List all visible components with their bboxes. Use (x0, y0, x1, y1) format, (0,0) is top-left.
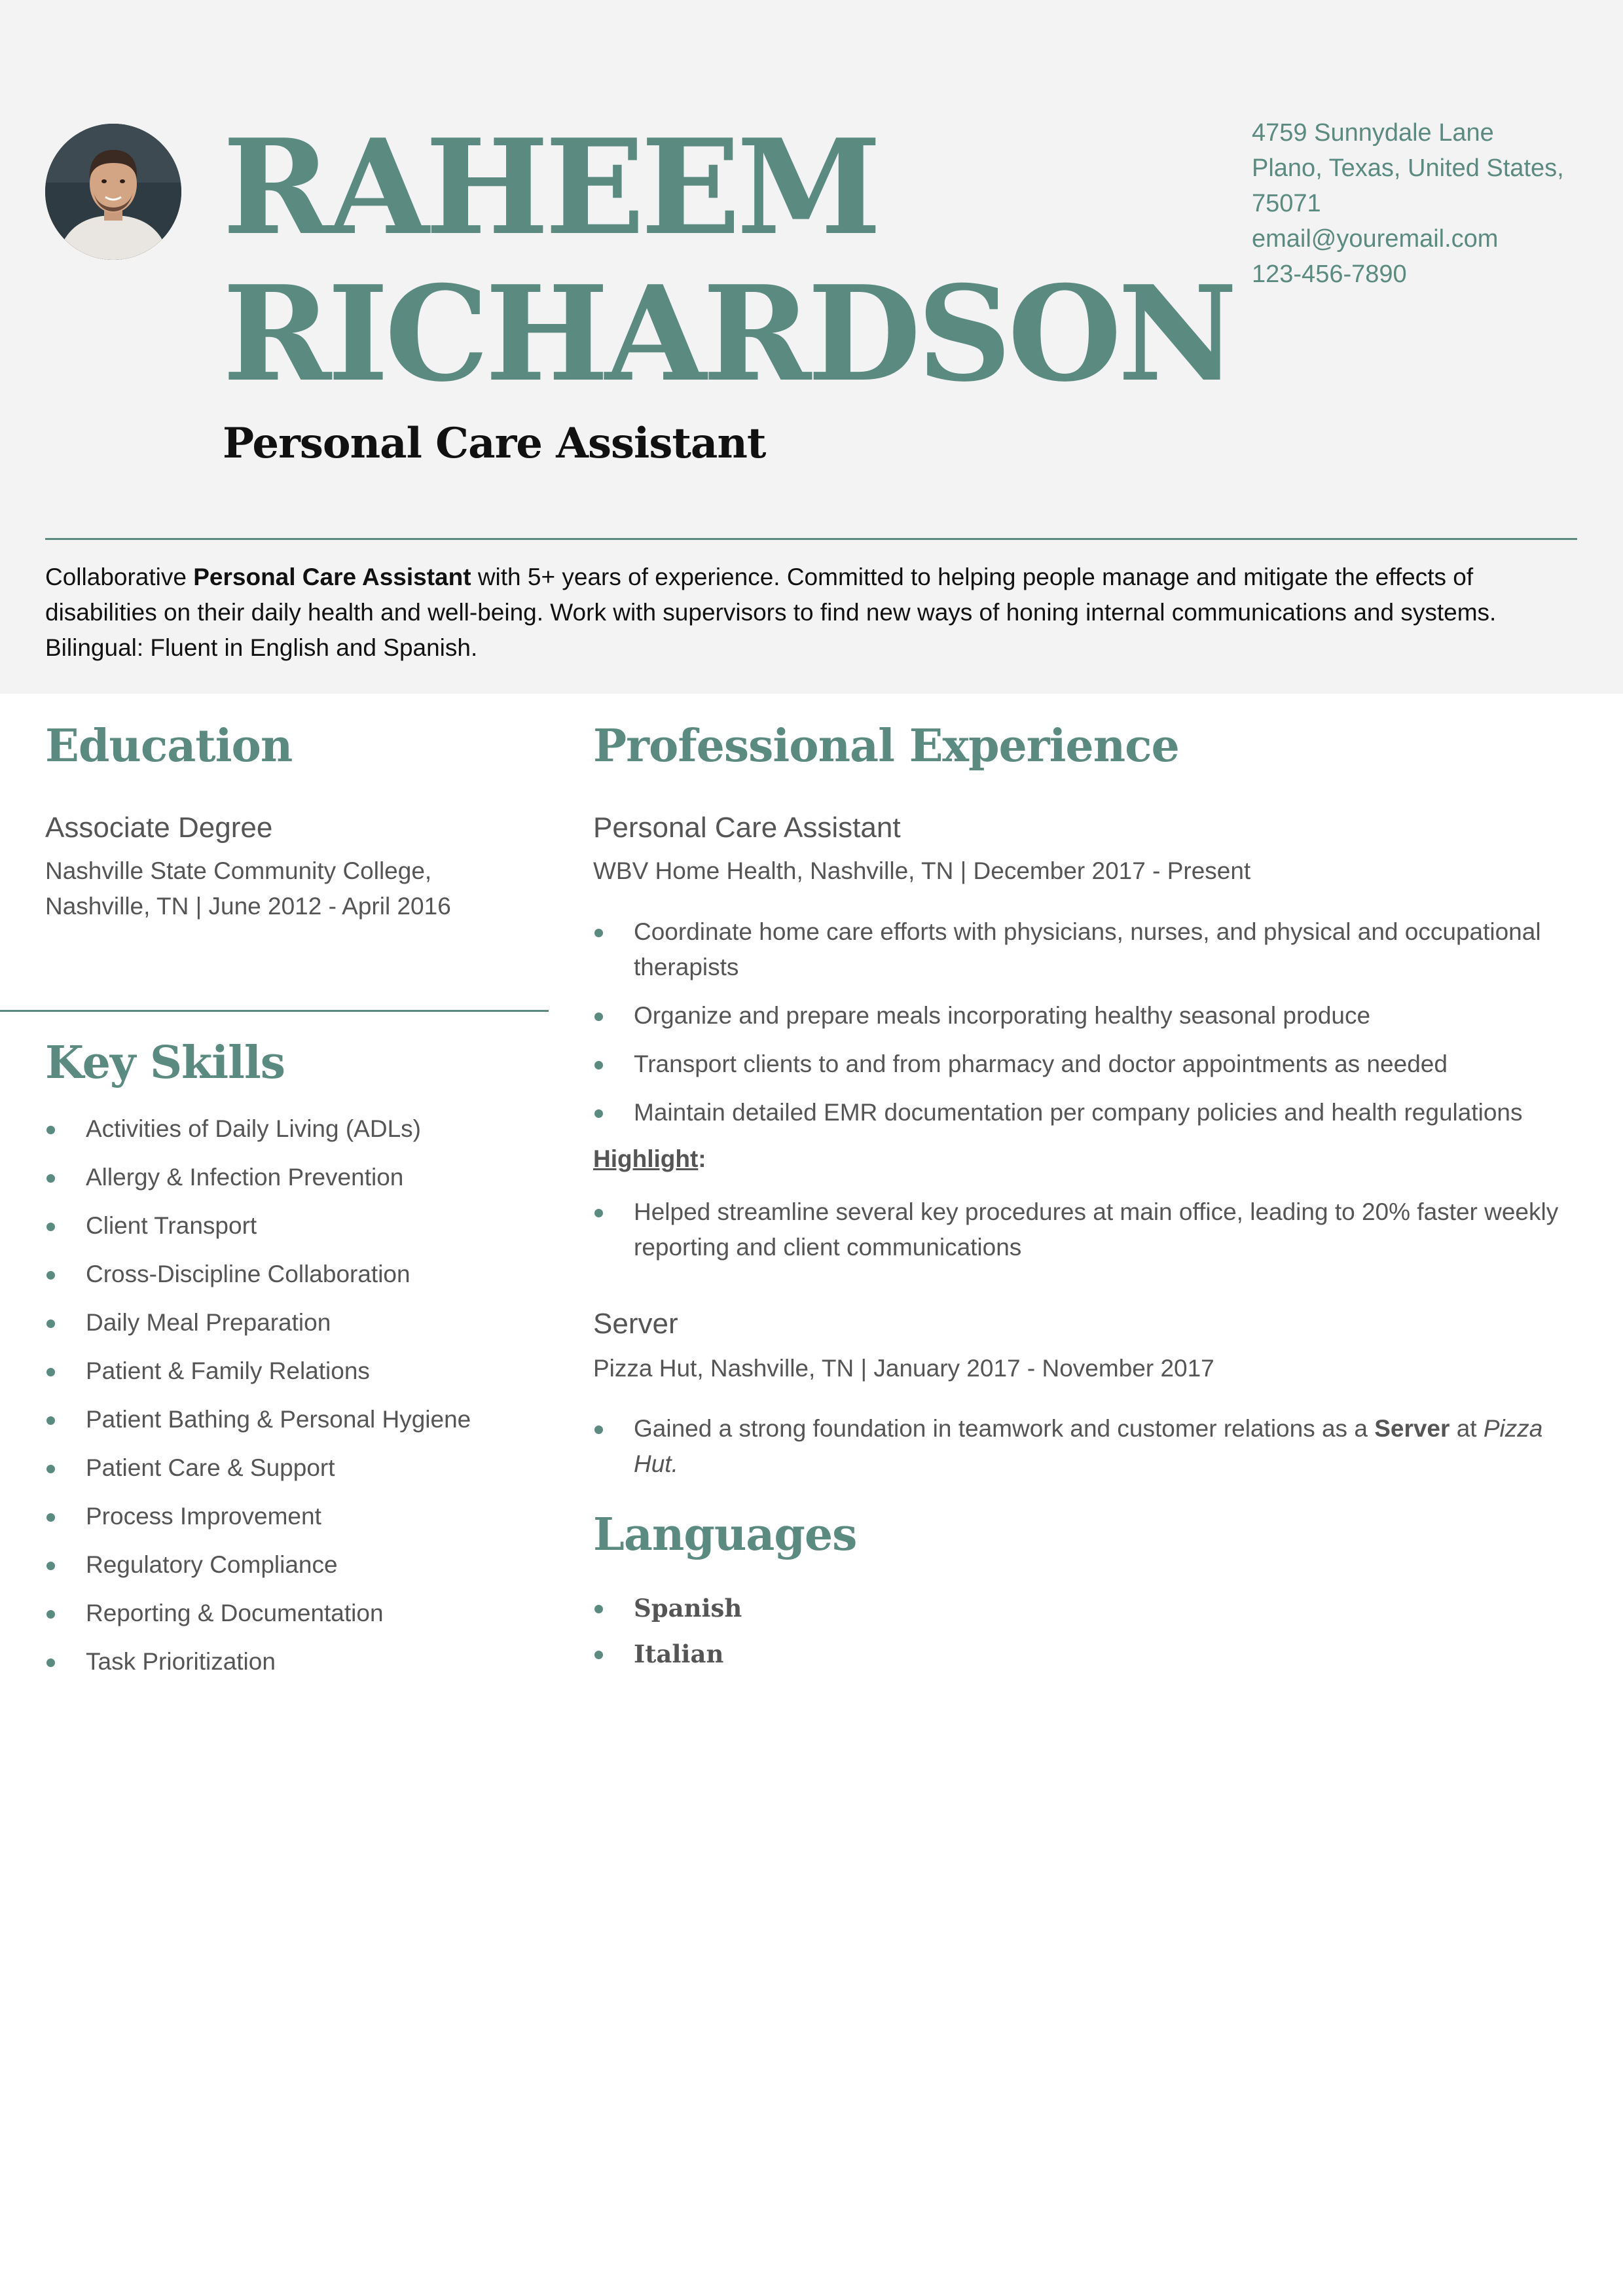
duty-text-prefix: Gained a strong foundation in teamwork and customer relations as a (634, 1415, 1375, 1442)
header-divider (45, 538, 1577, 540)
job-1-meta: WBV Home Health, Nashville, TN | December 2017 - Present (593, 857, 1251, 884)
skill-item: Process Improvement (45, 1499, 543, 1534)
person-avatar-icon (45, 124, 181, 260)
education-heading: Education (45, 720, 293, 772)
skill-item: Allergy & Infection Prevention (45, 1160, 543, 1195)
duty-item: Transport clients to and from pharmacy and doctor appointments as needed (593, 1047, 1575, 1082)
duty-item: Coordinate home care efforts with physicians, nurses, and physical and occupational therapists (593, 914, 1575, 985)
education-school-line-2: Nashville, TN | June 2012 - April 2016 (45, 893, 451, 920)
summary-rest: with 5+ years of experience. Committed to helping people manage and mitigate the effects of disabilities on their daily health and well-being. Work with supervisors to find new ways of honing internal communications and systems. Bilingual: Fluent in English and Spanish. (45, 564, 1497, 661)
address-zip: 75071 (1252, 190, 1321, 217)
job-title: Personal Care Assistant (223, 419, 766, 468)
language-item: Italian (593, 1636, 1117, 1672)
name-first: RAHEEM (223, 111, 878, 264)
highlight-label-text: Highlight (593, 1145, 699, 1172)
job-1-duties (593, 914, 1575, 1143)
education-degree: Associate Degree (45, 812, 273, 844)
highlight-item: Helped streamline several key procedures at main office, leading to 20% faster weekly reporting and client communications (593, 1194, 1575, 1265)
skills-heading: Key Skills (45, 1037, 285, 1089)
summary-prefix: Collaborative (45, 564, 194, 590)
duty-text-bold: Server (1374, 1415, 1450, 1442)
contact-block (1252, 115, 1592, 292)
job-2-meta: Pizza Hut, Nashville, TN | January 2017 - November 2017 (593, 1355, 1214, 1382)
duty-text-mid: at (1450, 1415, 1484, 1442)
duty-text-italic: Pizza Hut. (634, 1415, 1543, 1477)
summary-bold-title: Personal Care Assistant (193, 564, 471, 590)
highlight-colon: : (698, 1145, 706, 1172)
language-item: Spanish (593, 1590, 1117, 1626)
job-2-duties (593, 1411, 1575, 1495)
address-line-1: 4759 Sunnydale Lane (1252, 119, 1494, 147)
duty-item: Organize and prepare meals incorporating healthy seasonal produce (593, 998, 1575, 1033)
experience-heading: Professional Experience (593, 720, 1179, 772)
duty-item (593, 1411, 1575, 1482)
job-1-title: Personal Care Assistant (593, 812, 901, 844)
profile-photo (45, 124, 181, 260)
name-last: RICHARDSON (223, 257, 1234, 411)
education-school (45, 853, 451, 924)
phone-number: 123-456-7890 (1252, 260, 1407, 288)
languages-list (593, 1590, 1117, 1682)
languages-heading: Languages (593, 1509, 857, 1561)
skill-item: Cross-Discipline Collaboration (45, 1257, 543, 1292)
skill-item: Client Transport (45, 1208, 543, 1244)
highlight-label (593, 1145, 706, 1173)
candidate-name (223, 111, 1234, 411)
skill-item: Patient & Family Relations (45, 1354, 543, 1389)
skill-item: Daily Meal Preparation (45, 1305, 543, 1340)
skills-list (45, 1111, 543, 1693)
duty-item: Maintain detailed EMR documentation per company policies and health regulations (593, 1095, 1575, 1130)
skill-item: Patient Care & Support (45, 1450, 543, 1486)
email-link[interactable]: email@youremail.com (1252, 225, 1499, 253)
address-line-2: Plano, Texas, United States, (1252, 154, 1564, 182)
education-school-line-1: Nashville State Community College, (45, 857, 432, 884)
skill-item: Activities of Daily Living (ADLs) (45, 1111, 543, 1147)
job-2-title: Server (593, 1308, 678, 1340)
skill-item: Patient Bathing & Personal Hygiene (45, 1402, 543, 1437)
job-1-highlights (593, 1194, 1575, 1278)
skill-item: Reporting & Documentation (45, 1596, 543, 1631)
skill-item: Regulatory Compliance (45, 1547, 543, 1583)
skill-item: Task Prioritization (45, 1644, 543, 1679)
professional-summary (45, 560, 1577, 666)
education-divider (0, 1010, 549, 1012)
